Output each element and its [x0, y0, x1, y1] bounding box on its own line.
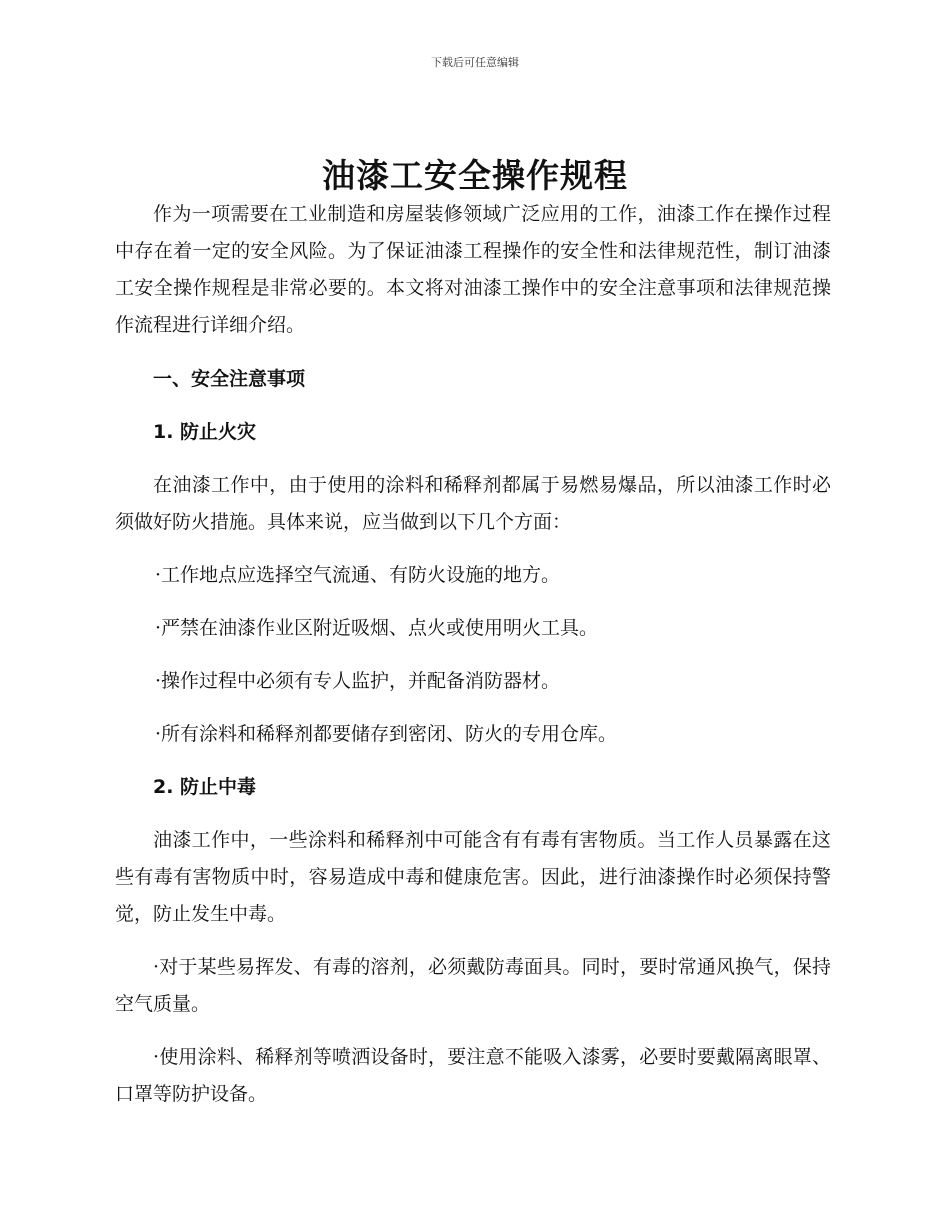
document-title: 油漆工安全操作规程 [322, 156, 628, 195]
poison-bullet-2: ·使用涂料、稀释剂等喷洒设备时，要注意不能吸入漆雾，必要时要戴隔离眼罩、口罩等防护设备。 [115, 1046, 831, 1105]
fire-bullet-2: ·严禁在油漆作业区附近吸烟、点火或使用明火工具。 [155, 617, 599, 639]
poison-bullet-1: ·对于某些易挥发、有毒的溶剂，必须戴防毒面具。同时，要时常通风换气，保持空气质量。 [115, 956, 831, 1015]
section-heading-safety: 一、安全注意事项 [153, 368, 306, 390]
intro-paragraph: 作为一项需要在工业制造和房屋装修领域广泛应用的工作，油漆工作在操作过程中存在着一定的安全风险。为了保证油漆工程操作的安全性和法律规范性，制订油漆工安全操作规程是非常必要的。本文将对油漆工操作中的安全注意事项和法律规范操作流程进行详细介绍。 [115, 203, 831, 336]
subsection-heading-fire: 1. 防止火灾 [153, 421, 257, 443]
fire-prevention-paragraph: 在油漆工作中，由于使用的涂料和稀释剂都属于易燃易爆品，所以油漆工作时必须做好防火措施。具体来说，应当做到以下几个方面： [115, 474, 831, 533]
fire-bullet-4: ·所有涂料和稀释剂都要储存到密闭、防火的专用仓库。 [155, 723, 618, 745]
poison-prevention-paragraph: 油漆工作中，一些涂料和稀释剂中可能含有有毒有害物质。当工作人员暴露在这些有毒有害物质中时，容易造成中毒和健康危害。因此，进行油漆操作时必须保持警觉，防止发生中毒。 [115, 829, 831, 925]
page-header-note: 下载后可任意编辑 [431, 56, 519, 69]
document-body [115, 196, 831, 1113]
subsection-heading-poison: 2. 防止中毒 [153, 776, 257, 798]
fire-bullet-3: ·操作过程中必须有专人监护，并配备消防器材。 [155, 670, 561, 692]
fire-bullet-1: ·工作地点应选择空气流通、有防火设施的地方。 [155, 564, 561, 586]
